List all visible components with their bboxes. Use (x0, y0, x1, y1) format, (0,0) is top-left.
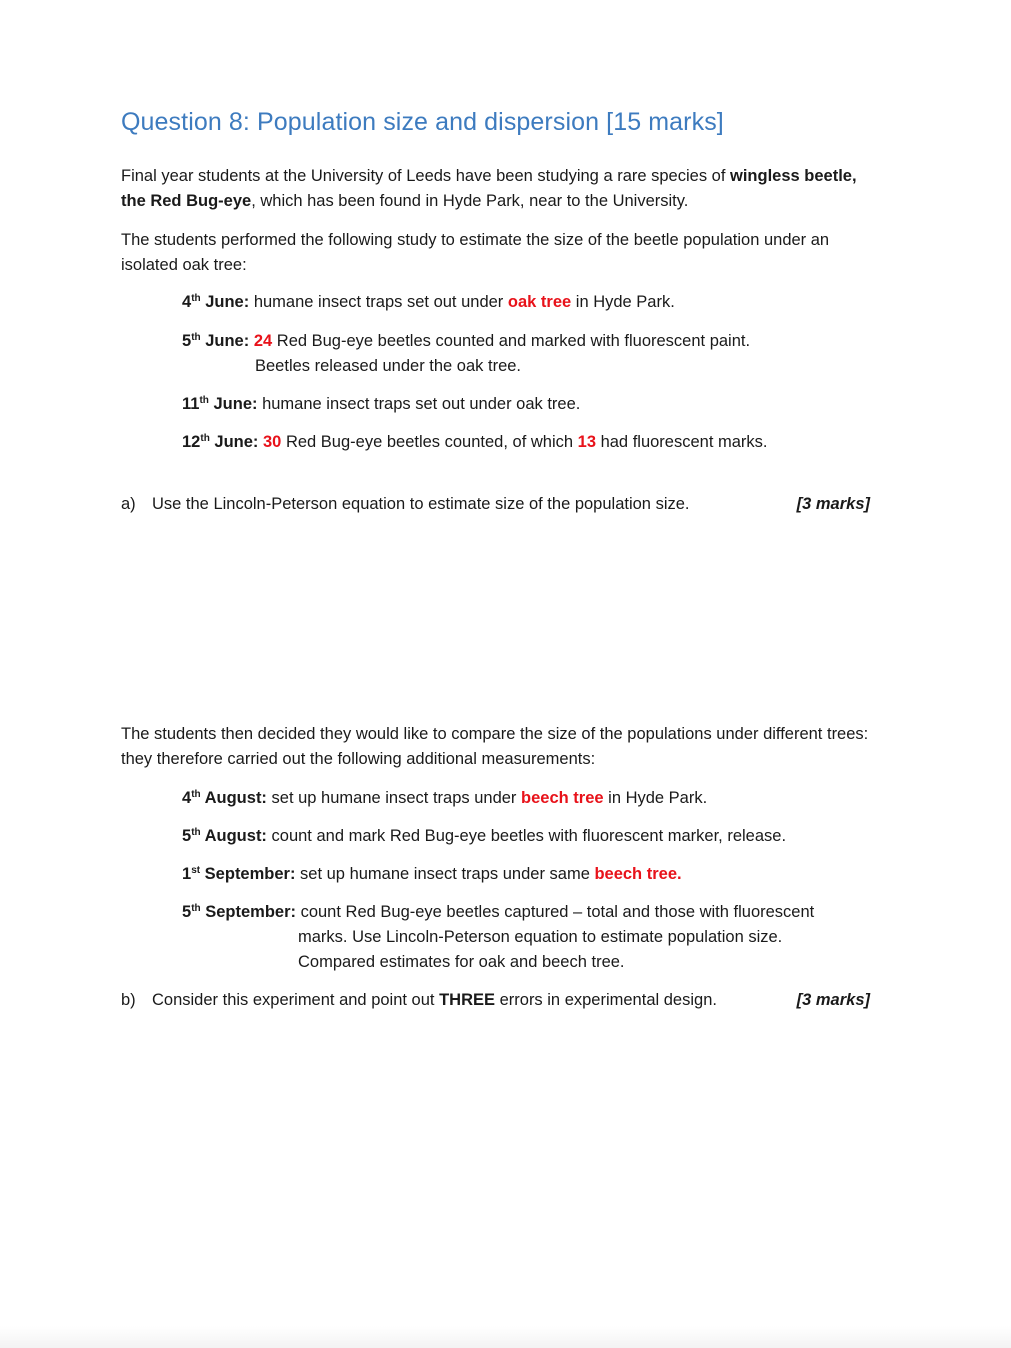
study1-entry: 4th June: humane insect traps set out under oak tree in Hyde Park. (182, 293, 675, 311)
highlight-beech-tree: beech tree (521, 789, 604, 807)
highlight-count-24: 24 (253, 332, 273, 350)
question-a-text: Use the Lincoln-Peterson equation to estimate size of the population size. (152, 495, 690, 513)
intro-paragraph (121, 164, 881, 214)
question-b: b) Consider this experiment and point out THREE errors in experimental design. [3 marks] (121, 988, 881, 1013)
page-title: Question 8: Population size and dispersion [15 marks] (121, 108, 724, 136)
intro-text-1: Final year students at the University of Leeds have been studying a rare species of (121, 167, 731, 185)
study1-entry: 11th June: humane insect traps set out under oak tree. (182, 395, 581, 413)
question-b-bold: THREE (439, 991, 496, 1009)
intro-bold-1: wingless beetle, (730, 167, 857, 185)
highlight-count-13: 13 (577, 433, 596, 451)
study1-entry: 5th June: 24 Red Bug-eye beetles counted and marked with fluorescent paint. Beetles released under the oak tree. (182, 332, 751, 375)
question-a-marks: [3 marks] (796, 495, 870, 513)
study1-entry: 12th June: 30 Red Bug-eye beetles counted, of which 13 had fluorescent marks. (182, 433, 768, 451)
highlight-oak-tree: oak tree (507, 293, 572, 311)
intro-bold-2: the Red Bug-eye (121, 192, 252, 210)
study-intro-paragraph: The students performed the following study to estimate the size of the beetle population under an isolated oak tree: (121, 231, 830, 274)
study2-entry: 5th September: count Red Bug-eye beetles captured – total and those with fluorescent marks. Use Lincoln-Peterson equation to estimate population size. Compared estimates for oak and beech tree. (182, 903, 815, 971)
intro-text-2: , which has been found in Hyde Park, near to the University. (251, 192, 689, 210)
study2-entry: 4th August: set up humane insect traps under beech tree in Hyde Park. (182, 789, 708, 807)
question-a-label: a) (121, 495, 136, 513)
question-b-marks: [3 marks] (796, 991, 870, 1009)
compare-intro-paragraph: The students then decided they would like to compare the size of the populations under different trees: they therefore carried out the following additional measurements: (121, 725, 869, 768)
page-bottom-shadow (0, 1326, 1011, 1348)
highlight-count-30: 30 (263, 433, 282, 451)
question-a (121, 492, 881, 517)
study2-entry: 5th August: count and mark Red Bug-eye beetles with fluorescent marker, release. (182, 827, 787, 845)
highlight-same-beech-tree: beech tree. (594, 865, 682, 883)
study2-entry: 1st September: set up humane insect traps under same beech tree. (182, 865, 682, 883)
question-b-label: b) (121, 991, 136, 1009)
